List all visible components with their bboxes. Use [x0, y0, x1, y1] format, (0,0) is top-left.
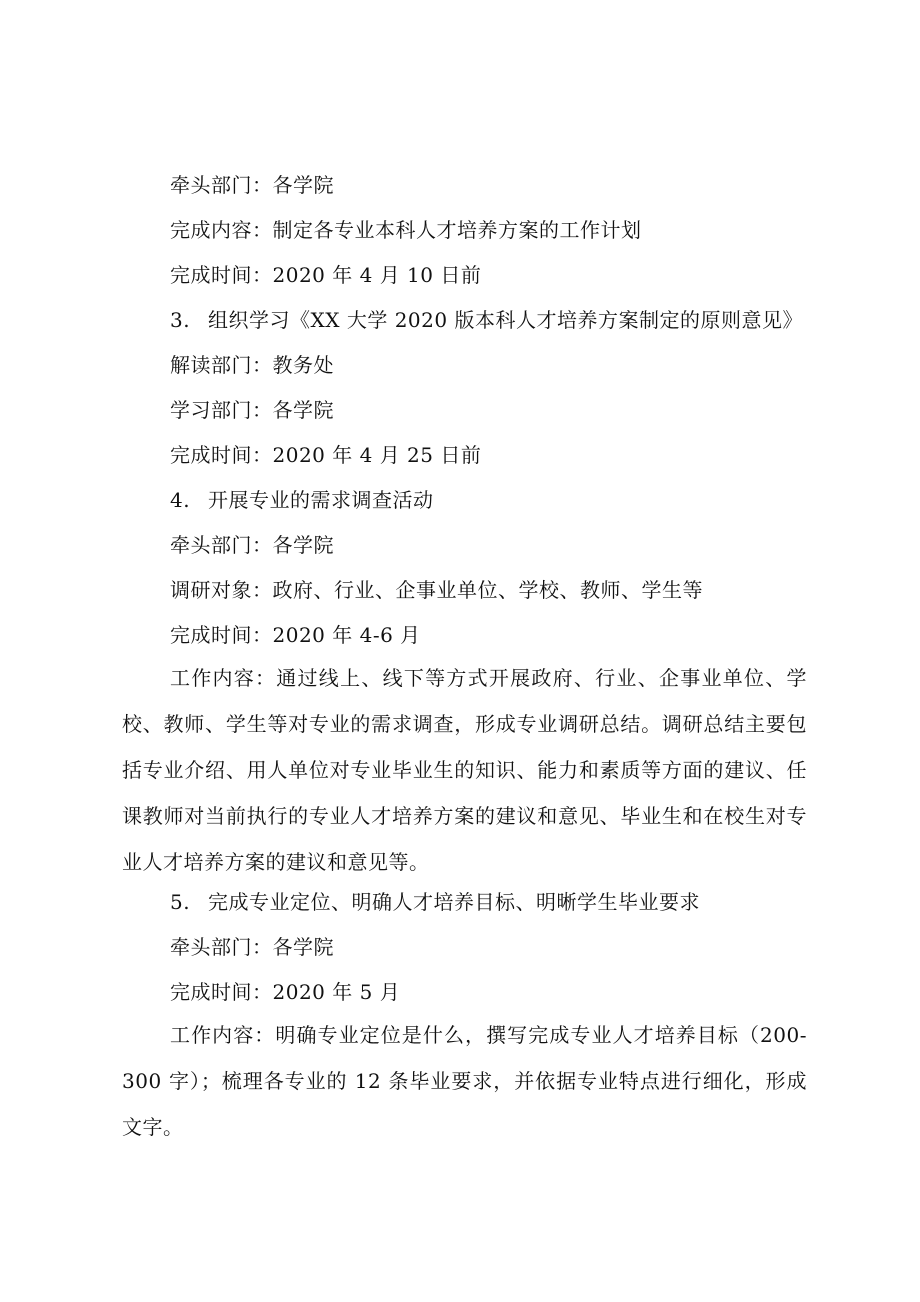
- study-dept-line: 学习部门：各学院: [170, 398, 334, 422]
- item-number: 4.: [170, 488, 191, 512]
- survey-target-line: 调研对象：政府、行业、企事业单位、学校、教师、学生等: [170, 578, 703, 602]
- work-content-paragraph: 工作内容：通过线上、线下等方式开展政府、行业、企事业单位、学校、教师、学生等对专业的需求调查，形成专业调研总结。调研总结主要包括专业介绍、用人单位对专业毕业生的知识、能力和素质等方面的建议、任课教师对当前执行的专业人才培养方案的建议和意见、毕业生和在校生对专业人才培养方案的建议和意见等。: [122, 666, 807, 874]
- item-4-heading: [170, 487, 434, 513]
- item-number: 5.: [170, 890, 191, 914]
- item-3-heading: [170, 307, 803, 333]
- item-number: 3.: [170, 308, 191, 332]
- completion-time-line: 完成时间：2020 年 4-6 月: [170, 623, 421, 647]
- item-heading-text: 开展专业的需求调查活动: [208, 488, 434, 512]
- lead-dept-line: 牵头部门：各学院: [170, 173, 334, 197]
- completion-time-line: 完成时间：2020 年 5 月: [170, 980, 401, 1004]
- completion-time-line: 完成时间：2020 年 4 月 25 日前: [170, 443, 482, 467]
- completion-content-line: 完成内容：制定各专业本科人才培养方案的工作计划: [170, 218, 642, 242]
- item-5-heading: [170, 889, 700, 915]
- lead-dept-line: 牵头部门：各学院: [170, 533, 334, 557]
- item-heading-text: 组织学习《XX 大学 2020 版本科人才培养方案制定的原则意见》: [208, 308, 803, 332]
- interpret-dept-line: 解读部门：教务处: [170, 353, 334, 377]
- lead-dept-line: 牵头部门：各学院: [170, 935, 334, 959]
- item-heading-text: 完成专业定位、明确人才培养目标、明晰学生毕业要求: [208, 890, 700, 914]
- work-content-paragraph: 工作内容：明确专业定位是什么，撰写完成专业人才培养目标（200-300 字）；梳理各专业的 12 条毕业要求，并依据专业特点进行细化，形成文字。: [122, 1023, 807, 1139]
- completion-time-line: 完成时间：2020 年 4 月 10 日前: [170, 263, 482, 287]
